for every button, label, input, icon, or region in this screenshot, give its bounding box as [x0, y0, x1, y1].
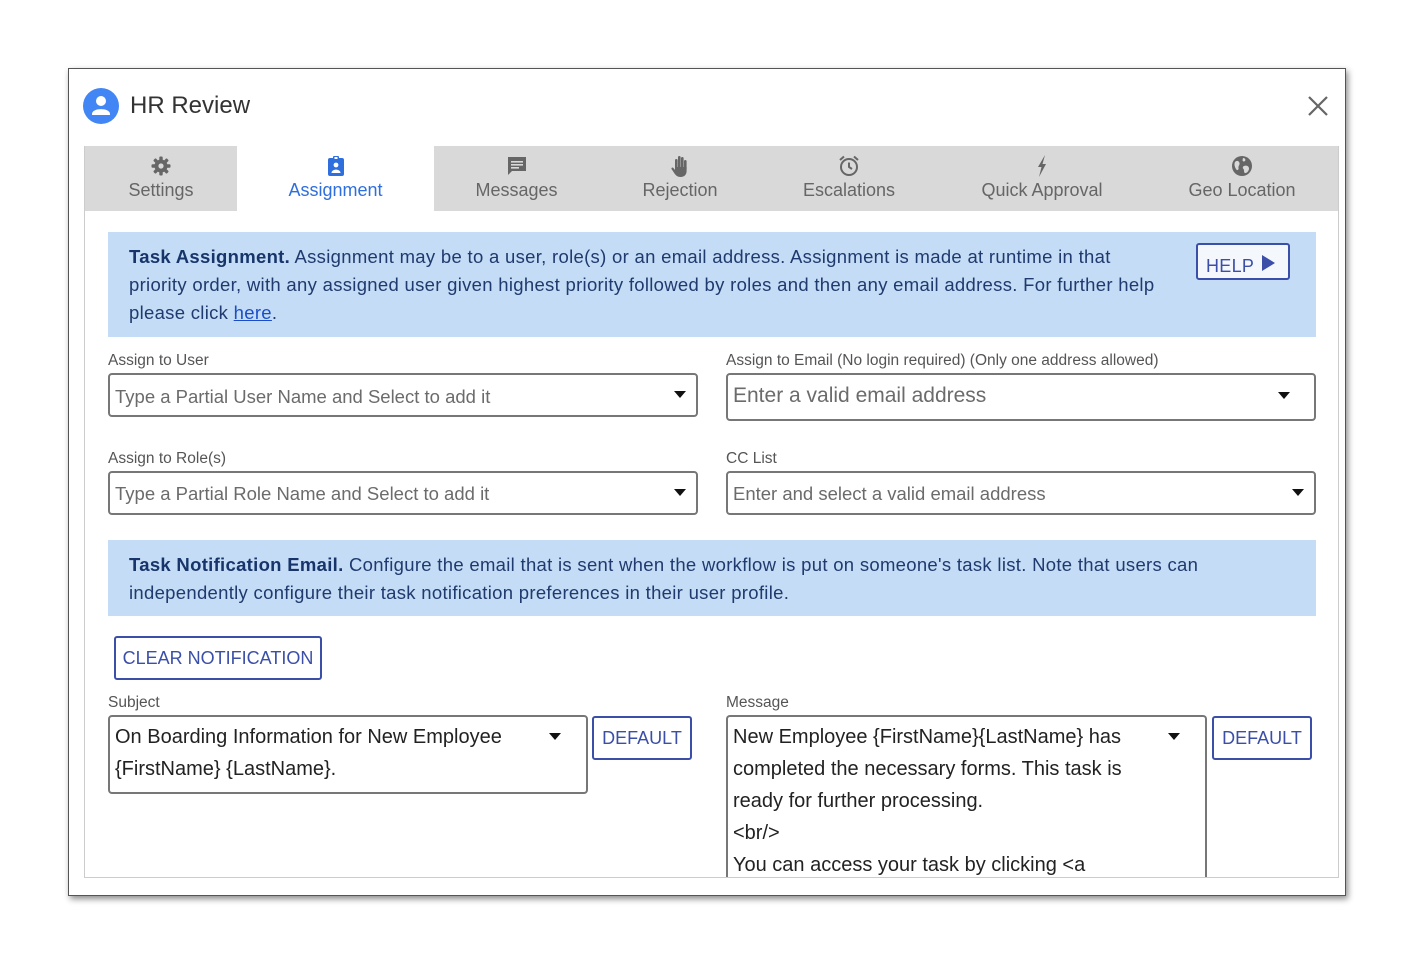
play-arrow-icon	[1260, 254, 1276, 272]
help-button[interactable]	[1196, 243, 1290, 280]
task-assignment-info	[108, 232, 1316, 337]
tab-label: Geo Location	[1188, 180, 1296, 200]
clear-notification-button[interactable]: CLEAR NOTIFICATION	[114, 636, 322, 680]
assign-user-placeholder: Type a Partial User Name and Select to add it	[115, 386, 491, 407]
assign-user-label: Assign to User	[108, 352, 209, 369]
message-line: You can access your task by clicking <a	[733, 854, 1086, 876]
dialog-title: HR Review	[130, 92, 251, 119]
assignment-badge-icon	[324, 154, 348, 178]
tab-escalations[interactable]	[761, 146, 937, 211]
chevron-down-icon[interactable]	[1278, 392, 1290, 399]
hr-review-dialog	[68, 68, 1346, 896]
chevron-down-icon[interactable]	[1292, 489, 1304, 496]
tab-bar	[85, 146, 1339, 211]
assign-roles-label: Assign to Role(s)	[108, 450, 227, 467]
message-line: completed the necessary forms. This task is	[733, 758, 1122, 780]
info-text: Assignment may be to a user, role(s) or an email address. Assignment is made at runtime in that priority order, with any assigned user given highest priority followed by roles and then any email address. For further help please click	[129, 246, 1155, 323]
close-icon[interactable]	[1303, 91, 1333, 121]
tab-label: Settings	[128, 180, 194, 200]
tab-label: Assignment	[288, 180, 383, 200]
tab-label: Escalations	[802, 180, 896, 200]
subject-default-button[interactable]: DEFAULT	[592, 716, 692, 760]
cc-list-placeholder: Enter and select a valid email address	[733, 483, 1046, 504]
tab-label: Rejection	[642, 180, 718, 200]
info-period: .	[271, 302, 278, 323]
info-heading: Task Assignment.	[129, 246, 291, 267]
tab-label: Quick Approval	[981, 180, 1103, 200]
assign-roles-input[interactable]	[108, 471, 698, 515]
info-text: Configure the email that is sent when the workflow is put on someone's task list. Note that users can independently configure their task notification preferences in their user profile.	[129, 554, 1199, 603]
subject-text	[115, 721, 502, 785]
assign-roles-placeholder: Type a Partial Role Name and Select to add it	[115, 483, 490, 504]
cc-list-input[interactable]	[726, 471, 1316, 515]
globe-icon	[1230, 154, 1254, 178]
subject-input[interactable]	[108, 715, 588, 794]
dialog-header	[83, 87, 250, 125]
assign-user-input[interactable]	[108, 373, 698, 417]
message-input[interactable]	[726, 715, 1207, 878]
message-label: Message	[726, 694, 789, 711]
task-notification-info	[108, 540, 1316, 616]
dialog-content	[84, 146, 1339, 878]
message-line: New Employee {FirstName}{LastName} has	[733, 726, 1121, 748]
cc-list-label: CC List	[726, 450, 777, 467]
tab-rejection[interactable]	[599, 146, 761, 211]
assign-email-input[interactable]	[726, 373, 1316, 421]
tab-assignment[interactable]	[237, 146, 434, 211]
subject-line: {FirstName} {LastName}.	[115, 758, 337, 780]
assign-email-placeholder: Enter a valid email address	[733, 384, 987, 407]
lightning-icon	[1030, 154, 1054, 178]
message-icon	[505, 154, 529, 178]
tab-label: Messages	[475, 180, 558, 200]
help-link[interactable]: here	[233, 302, 272, 323]
tab-geo-location[interactable]	[1147, 146, 1337, 211]
chevron-down-icon[interactable]	[674, 489, 686, 496]
chevron-down-icon[interactable]	[674, 391, 686, 398]
message-line: <br/>	[733, 822, 780, 844]
subject-label: Subject	[108, 694, 160, 711]
subject-line: On Boarding Information for New Employee	[115, 726, 502, 748]
chevron-down-icon[interactable]	[549, 733, 561, 740]
help-button-label: HELP	[1206, 256, 1255, 276]
gear-icon	[149, 154, 173, 178]
tab-settings[interactable]	[85, 146, 237, 211]
user-avatar-icon	[83, 88, 119, 124]
message-text	[733, 721, 1122, 878]
message-default-button[interactable]: DEFAULT	[1212, 716, 1312, 760]
alarm-clock-icon	[837, 154, 861, 178]
info-heading: Task Notification Email.	[129, 554, 344, 575]
hand-stop-icon	[668, 154, 692, 178]
message-line: ready for further processing.	[733, 790, 984, 812]
assign-email-label: Assign to Email (No login required) (Only one address allowed)	[726, 352, 1159, 369]
chevron-down-icon[interactable]	[1168, 733, 1180, 740]
tab-messages[interactable]	[434, 146, 599, 211]
tab-quick-approval[interactable]	[937, 146, 1147, 211]
